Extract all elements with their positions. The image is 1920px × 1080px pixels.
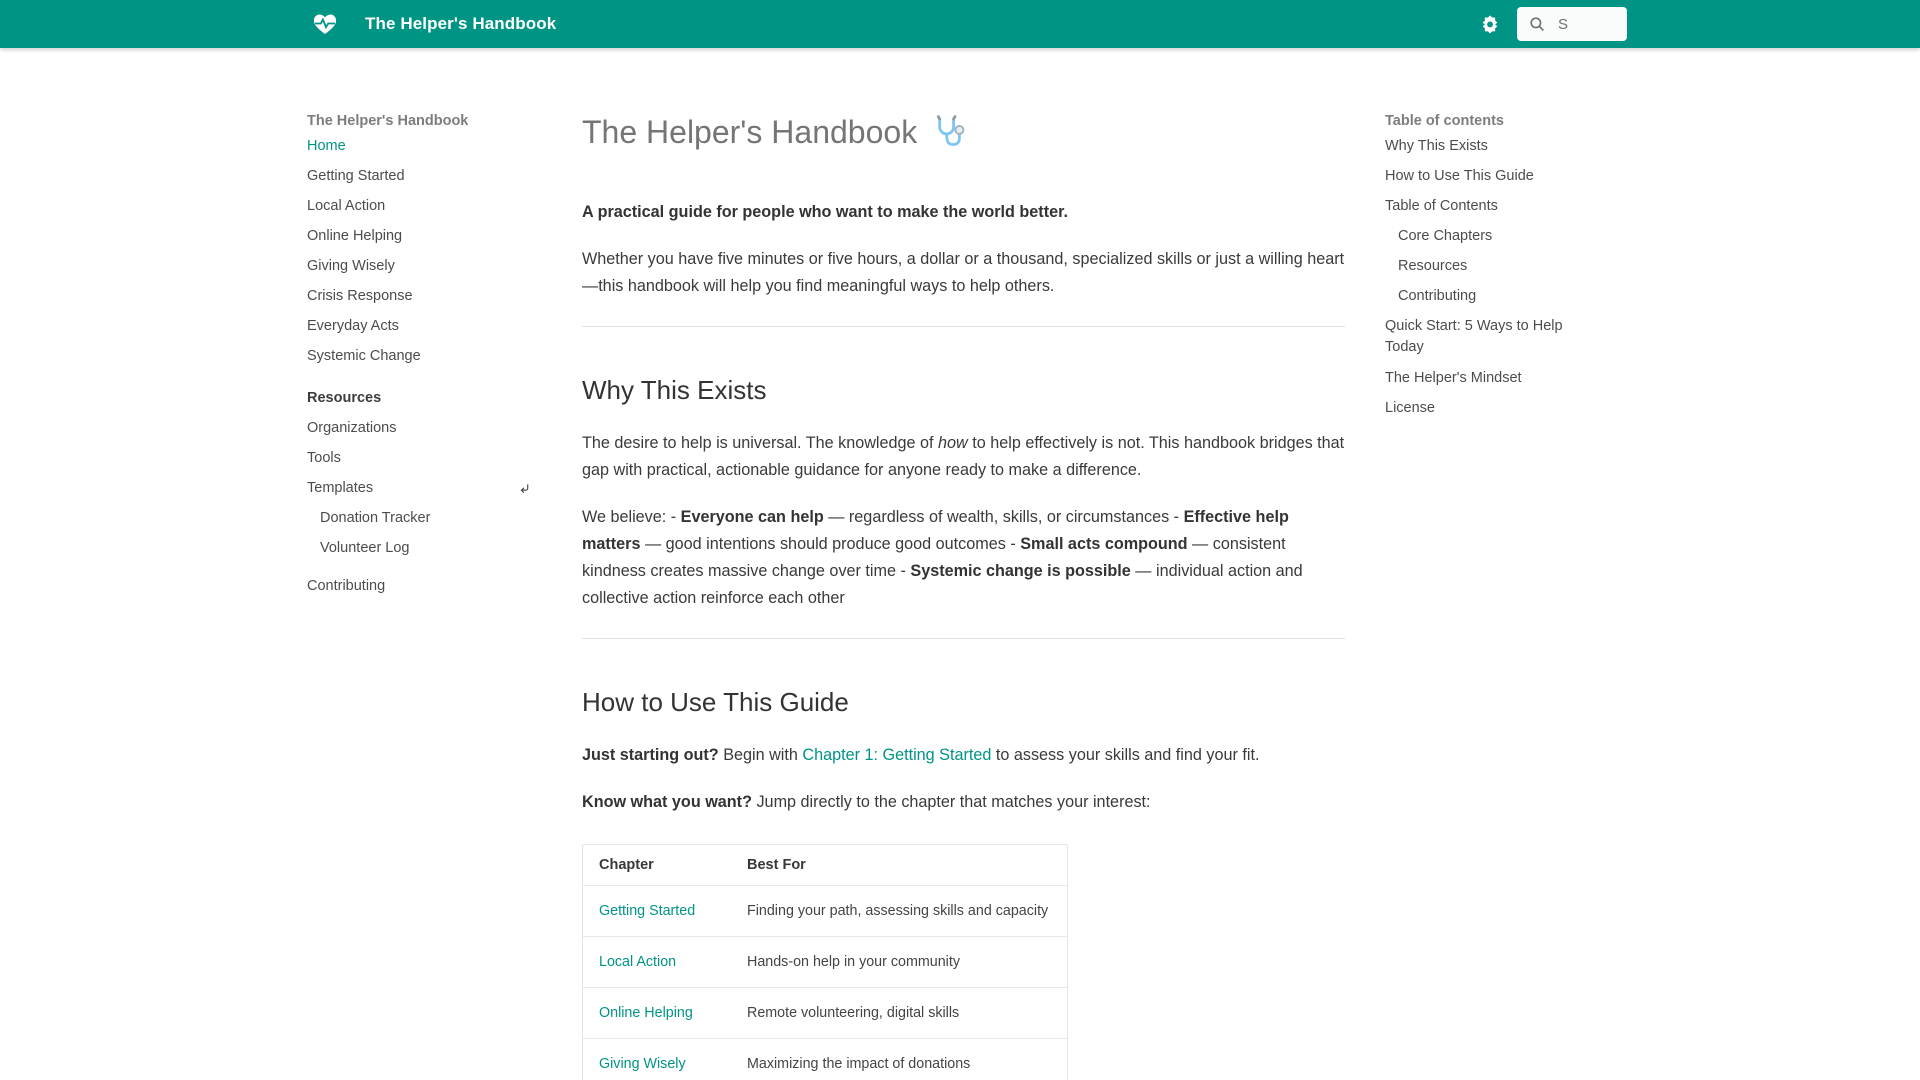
why-paragraph-2: We believe: - Everyone can help — regardless of wealth, skills, or circumstances - Effective help matters — good intentions should produce good outcomes - Small acts compound — consistent kindness creates massive change over time - Systemic change is possible — individual action and collective action reinforce each other	[582, 508, 1303, 607]
heart-pulse-icon[interactable]	[312, 13, 338, 35]
table-cell-best-for: Hands-on help in your community	[731, 936, 1067, 987]
site-title[interactable]: The Helper's Handbook	[365, 14, 557, 33]
sidebar-item-crisis-response[interactable]: Crisis Response	[307, 288, 413, 304]
page-title	[582, 111, 1345, 153]
table-row	[583, 936, 1067, 987]
how-paragraph-1: Just starting out? Begin with Chapter 1: Getting Started to assess your skills and find your fit.	[582, 746, 1260, 764]
sidebar-item-contributing[interactable]: Contributing	[307, 578, 386, 594]
sidebar-item-getting-started[interactable]: Getting Started	[307, 168, 405, 184]
why-paragraph-1: The desire to help is universal. The knowledge of how to help effectively is not. This handbook bridges that gap with practical, actionable guidance for anyone ready to make a difference.	[582, 434, 1345, 479]
sidebar-nav	[307, 111, 582, 1080]
divider	[582, 326, 1345, 327]
toc-item-contributing[interactable]: Contributing	[1398, 288, 1477, 304]
intro-lead: A practical guide for people who want to make the world better.	[582, 203, 1068, 221]
table-row	[583, 987, 1067, 1038]
sidebar-item-everyday-acts[interactable]: Everyday Acts	[307, 318, 399, 334]
table-row	[583, 1038, 1067, 1080]
sidebar-item-label: Templates	[307, 480, 374, 496]
sidebar-item-volunteer-log[interactable]: Volunteer Log	[320, 540, 410, 556]
table-cell-best-for: Finding your path, assessing skills and capacity	[731, 885, 1067, 936]
page-layout	[0, 48, 1920, 1080]
table-row	[583, 885, 1067, 936]
toc-item-table-of-contents[interactable]: Table of Contents	[1385, 198, 1498, 214]
section-heading-why: Why This Exists	[582, 375, 767, 405]
main-content	[582, 111, 1345, 1080]
toc-title: Table of contents	[1385, 113, 1504, 129]
search-input[interactable]	[1556, 15, 1619, 34]
sidebar-item-organizations[interactable]: Organizations	[307, 420, 397, 436]
sidebar-item-tools[interactable]: Tools	[307, 450, 341, 466]
search-icon	[1528, 15, 1546, 33]
toc-item-why-this-exists[interactable]: Why This Exists	[1385, 138, 1488, 154]
table-cell-best-for: Remote volunteering, digital skills	[731, 987, 1067, 1038]
sidebar-item-home[interactable]: Home	[307, 138, 346, 154]
table-header-row	[583, 845, 1067, 885]
sidebar-item-systemic-change[interactable]: Systemic Change	[307, 348, 421, 364]
table-link-online-helping[interactable]: Online Helping	[599, 1005, 693, 1021]
sidebar-item-donation-tracker[interactable]: Donation Tracker	[320, 510, 431, 526]
table-of-contents	[1385, 111, 1595, 1080]
how-paragraph-2: Know what you want? Jump directly to the chapter that matches your interest:	[582, 793, 1151, 811]
toc-item-core-chapters[interactable]: Core Chapters	[1398, 228, 1493, 244]
toc-item-resources[interactable]: Resources	[1398, 258, 1468, 274]
section-heading-how: How to Use This Guide	[582, 687, 849, 717]
table-header-best-for: Best For	[747, 857, 806, 873]
sidebar-title: The Helper's Handbook	[307, 113, 469, 129]
toc-item-helpers-mindset[interactable]: The Helper's Mindset	[1385, 370, 1522, 386]
stethoscope-icon	[930, 114, 967, 151]
sidebar-item-templates[interactable]	[307, 473, 582, 503]
divider	[582, 638, 1345, 639]
toc-item-how-to-use[interactable]: How to Use This Guide	[1385, 168, 1534, 184]
sidebar-item-local-action[interactable]: Local Action	[307, 198, 386, 214]
table-header-chapter: Chapter	[599, 857, 654, 873]
table-link-getting-started[interactable]: Getting Started	[599, 903, 696, 919]
expand-arrow-icon	[519, 483, 530, 494]
table-cell-best-for: Maximizing the impact of donations	[731, 1038, 1067, 1080]
page-title-text: The Helper's Handbook	[582, 114, 918, 150]
app-header	[0, 0, 1920, 48]
toc-item-license[interactable]: License	[1385, 400, 1435, 416]
search-box[interactable]	[1517, 7, 1627, 41]
toc-item-quick-start[interactable]: Quick Start: 5 Ways to Help Today	[1385, 318, 1563, 355]
brightness-icon[interactable]	[1478, 12, 1502, 36]
chapters-table	[582, 844, 1068, 1080]
table-link-giving-wisely[interactable]: Giving Wisely	[599, 1056, 686, 1072]
sidebar-item-online-helping[interactable]: Online Helping	[307, 228, 403, 244]
table-link-local-action[interactable]: Local Action	[599, 954, 677, 970]
sidebar-section-resources: Resources	[307, 390, 382, 406]
inline-link[interactable]: Chapter 1: Getting Started	[802, 746, 992, 764]
intro-paragraph: Whether you have five minutes or five hours, a dollar or a thousand, specialized skills or just a willing heart—this handbook will help you find meaningful ways to help others.	[582, 250, 1345, 295]
sidebar-item-giving-wisely[interactable]: Giving Wisely	[307, 258, 395, 274]
